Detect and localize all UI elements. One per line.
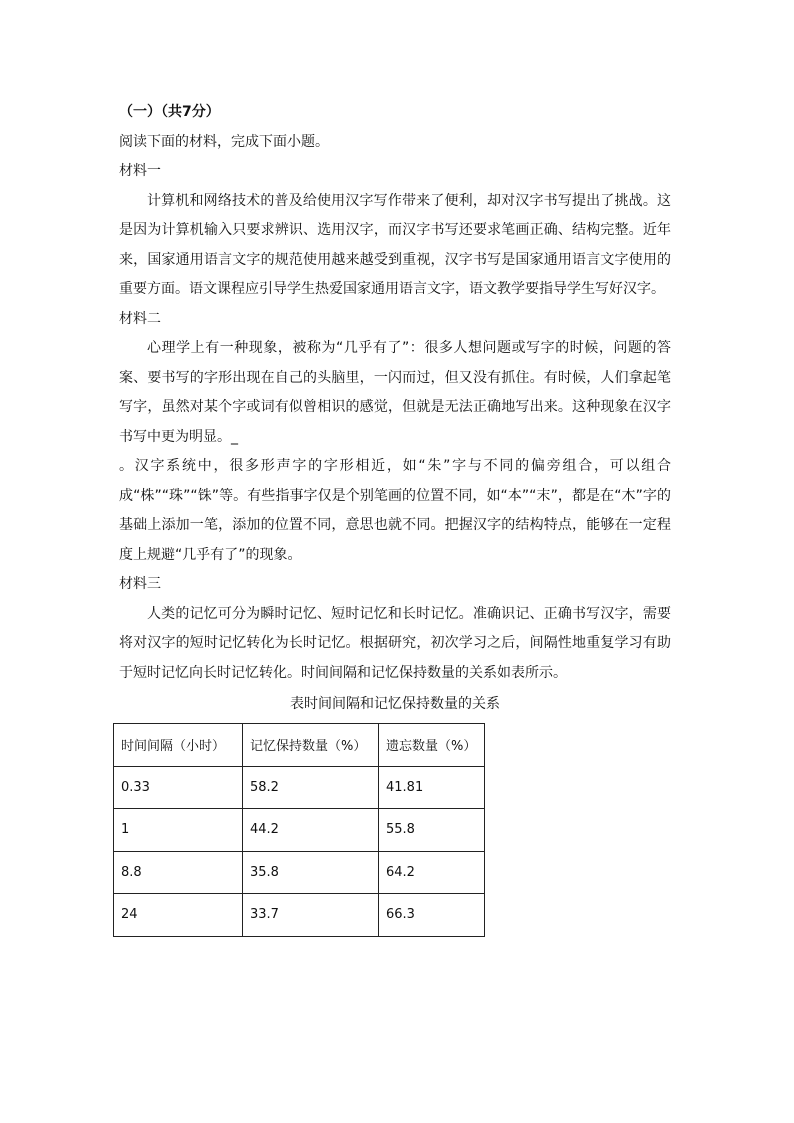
material3-paragraph: 人类的记忆可分为瞬时记忆、短时记忆和长时记忆。准确识记、正确书写汉字，需要将对汉字的短时记忆转化为长时记忆。根据研究，初次学习之后，间隔性地重复学习有助于短时记忆向长时记忆转化。时间间隔和记忆保持数量的关系如表所示。: [119, 605, 671, 681]
table-row: [114, 766, 485, 809]
document-page: [119, 98, 671, 937]
memory-table: [113, 723, 485, 937]
material2-paragraph-1: 心理学上有一种现象，被称为“几乎有了”：很多人想问题或写字的时候，问题的答案、要书写的字形出现在自己的头脑里，一闪而过，但又没有抓住。有时候，人们拿起笔写字，虽然对某个字或词有似曾相识的感觉，但就是无法正确地写出来。这种现象在汉字书写中更为明显。_: [119, 340, 671, 445]
table-cell: 33.7: [243, 894, 379, 937]
table-cell: 8.8: [114, 851, 243, 894]
material2-heading: 材料二: [119, 310, 161, 327]
table-cell: 1: [114, 809, 243, 852]
table-caption: 表时间间隔和记忆保持数量的关系: [290, 696, 500, 712]
material1-heading: 材料一: [119, 163, 161, 179]
table-cell: 66.3: [379, 894, 485, 937]
table-cell: 64.2: [379, 851, 485, 894]
table-row: [114, 894, 485, 937]
table-header-cell: 时间间隔（小时）: [114, 724, 243, 767]
section-title: （一）（共7分）: [119, 104, 220, 120]
material3-heading: 材料三: [119, 576, 161, 592]
table-row: [114, 851, 485, 894]
table-cell: 35.8: [243, 851, 379, 894]
table-cell: 44.2: [243, 809, 379, 852]
table-cell: 0.33: [114, 766, 243, 809]
table-header-row: [114, 724, 485, 767]
table-header-cell: 记忆保持数量（%）: [243, 724, 379, 767]
instruction-text: 阅读下面的材料，完成下面小题。: [119, 133, 329, 150]
table-cell: 24: [114, 894, 243, 937]
table-row: [114, 809, 485, 852]
table-cell: 58.2: [243, 766, 379, 809]
table-cell: 55.8: [379, 809, 485, 852]
material1-paragraph: 计算机和网络技术的普及给使用汉字写作带来了便利，却对汉字书写提出了挑战。这是因为计算机输入只要求辨识、选用汉字，而汉字书写还要求笔画正确、结构完整。近年来，国家通用语言文字的规范使用越来越受到重视，汉字书写是国家通用语言文字使用的重要方面。语文课程应引导学生热爱国家通用语言文字，语文教学要指导学生写好汉字。: [119, 192, 671, 297]
material2-paragraph-2: 。汉字系统中，很多形声字的字形相近，如“朱”字与不同的偏旁组合，可以组合成“株”“珠”“铢”等。有些指事字仅是个别笔画的位置不同，如“本”“末”，都是在“木”字的基础上添加一笔，添加的位置不同，意思也就不同。把握汉字的结构特点，能够在一定程度上规避“几乎有了”的现象。: [119, 458, 671, 563]
table-cell: 41.81: [379, 766, 485, 809]
table-header-cell: 遗忘数量（%）: [379, 724, 485, 767]
